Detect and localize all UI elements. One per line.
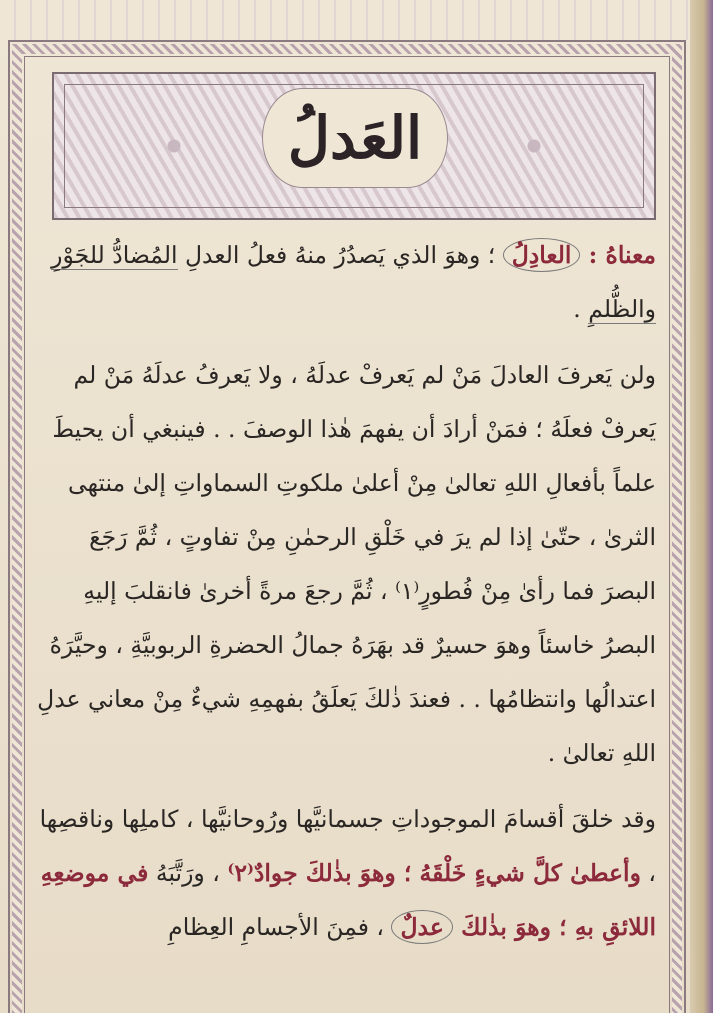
paragraph-knowing-justice <box>34 348 656 780</box>
book-gutter <box>690 0 713 1013</box>
circled-term-al-adil: العادِلُ <box>503 238 581 272</box>
title-cartouche <box>262 88 448 188</box>
paragraph-definition <box>34 228 656 336</box>
text-run: ؛ وهوَ الذي يَصدُرُ منهُ فعلُ العدلِ <box>177 241 503 269</box>
text-run: معناهُ : <box>580 241 656 269</box>
underlined-phrase: المُضادُّ للجَوْرِ والظُّلمِ <box>51 241 656 323</box>
chapter-title: العَدلُ <box>287 104 423 172</box>
circled-term-adl: عدلٌ <box>391 910 452 944</box>
body-text <box>34 228 656 954</box>
text-run: ولن يَعرفَ العادلَ مَنْ لم يَعرفْ عدلَهُ ، ولا يَعرفُ عدلَهُ مَنْ لم يَعرفْ فعلَهُ ؛ فمَنْ أرادَ أن يفهمَ هٰذا الوصفَ . . فينبغي أن يحيطَ علماً بأفعالِ اللهِ تعالىٰ مِنْ أعلىٰ ملكوتِ السماواتِ إلىٰ منتهى الثرىٰ ، حتّىٰ إذا لم يرَ في خَلْقِ الرحمٰنِ مِنْ تفاوتٍ ، ثُمَّ رَجَعَ البصرَ فما رأىٰ مِنْ فُطورٍ⁽١⁾ ، ثُمَّ رجعَ مرةً أخرىٰ فانقلبَ إليهِ البصرُ خاسئاً وهوَ حسيرٌ قد بهَرَهُ جمالُ الحضرةِ الربوبيَّةِ ، وحيَّرَهُ اعتدالُها وانتظامُها . . فعندَ ذٰلكَ يَعلَقُ بفهمِهِ شيءٌ مِنْ معاني عدلِ اللهِ تعالىٰ . <box>37 361 656 767</box>
highlighted-phrase: في موضعِهِ اللائقِ بهِ ؛ وهوَ بذٰلكَ <box>40 859 656 941</box>
text-run: وقد خلقَ أقسامَ الموجوداتِ جسمانيَّها ورُوحانيَّها ، كاملِها وناقصِها ، <box>39 805 656 887</box>
text-run: . <box>573 295 589 323</box>
chapter-title-banner <box>52 72 656 220</box>
highlighted-phrase: وأعطىٰ كلَّ شيءٍ خَلْقَهُ ؛ وهوَ بذٰلكَ جوادٌ⁽٢⁾ <box>227 859 641 887</box>
paragraph-creation <box>34 792 656 954</box>
text-run: ، فمِنَ الأجسامِ العِظامِ <box>168 913 392 941</box>
top-border-pattern <box>0 0 690 40</box>
text-run: ، ورَتَّبَهُ <box>148 859 228 887</box>
